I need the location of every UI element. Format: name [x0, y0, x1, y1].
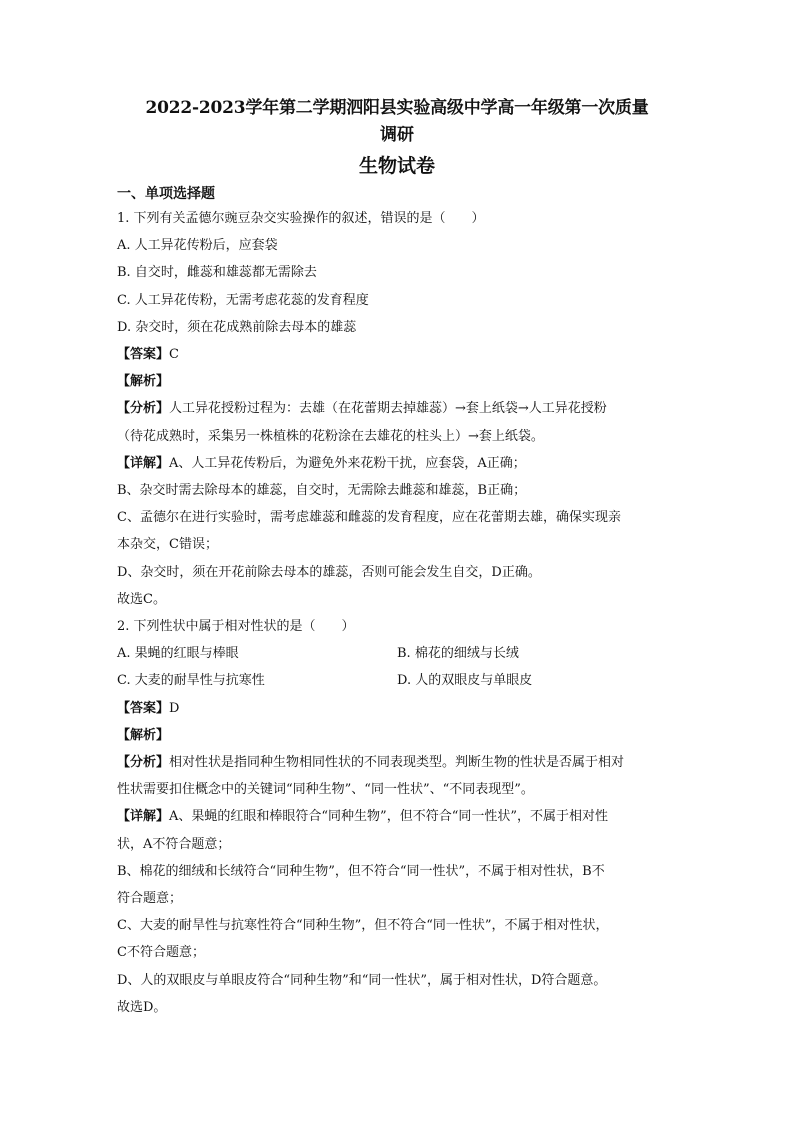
question-1-jiexi-label: 【解析】	[117, 374, 170, 390]
question-1-answer	[117, 341, 677, 368]
question-2-xiangjie-b2: 符合题意；	[117, 891, 183, 907]
question-2-xiangjie-c1: C、大麦的耐旱性与抗寒性符合“同种生物”，但不符合“同一性状”，不属于相对性状，	[117, 918, 609, 934]
fenxi-text-1: 人工异花授粉过程为：去雄（在花蕾期去掉雄蕊）→套上纸袋→人工异花授粉	[169, 401, 607, 417]
question-2-xiangjie-c2: C不符合题意；	[117, 945, 205, 961]
answer-label: 【答案】	[117, 700, 170, 716]
question-1-xiangjie-c1: C、孟德尔在进行实验时，需考虑雄蕊和雌蕊的发育程度，应在花蕾期去雄，确保实现亲	[117, 510, 621, 526]
question-2-option-d: D. 人的双眼皮与单眼皮	[397, 673, 533, 689]
xiangjie-label: 【详解】	[117, 455, 170, 471]
answer-value: C	[169, 347, 179, 363]
question-2-answer	[117, 695, 677, 722]
answer-label: 【答案】	[117, 347, 170, 363]
answer-value: D	[169, 700, 180, 716]
question-1-stem: 1. 下列有关孟德尔豌豆杂交实验操作的叙述，错误的是（ ）	[117, 211, 485, 226]
section-heading: 一、单项选择题	[117, 186, 215, 202]
document-title-line2: 调研	[380, 125, 414, 145]
question-1-xiangjie	[117, 450, 677, 477]
question-1-conclusion: 故选C。	[117, 591, 166, 607]
question-2-xiangjie	[117, 803, 677, 830]
question-2-fenxi	[117, 749, 677, 776]
question-1-option-a: A. 人工异花传粉后，应套袋	[117, 238, 278, 254]
question-2-conclusion: 故选D。	[117, 999, 167, 1015]
fenxi-text-1: 相对性状是指同种生物相同性状的不同表现类型。判断生物的性状是否属于相对	[169, 755, 625, 771]
question-2-fenxi-cont: 性状需要扣住概念中的关键词“同种生物”、“同一性状”、“不同表现型”。	[117, 782, 534, 798]
question-2-option-c: C. 大麦的耐旱性与抗寒性	[117, 673, 265, 689]
question-1-option-d: D. 杂交时，须在花成熟前除去母本的雄蕊	[117, 319, 357, 335]
question-1-fenxi	[117, 395, 677, 422]
fenxi-label: 【分析】	[117, 755, 170, 771]
question-1-fenxi-cont: （待花成熟时，采集另一株植株的花粉涂在去雄花的柱头上）→套上纸袋。	[117, 428, 544, 444]
question-2-options-row-2	[117, 667, 677, 694]
question-2-xiangjie-b1: B、棉花的细绒和长绒符合“同种生物”，但不符合“同一性状”，不属于相对性状，B不	[117, 863, 605, 879]
xiangjie-a1: A、果蝇的红眼和棒眼符合“同种生物”，但不符合“同一性状”，不属于相对性	[169, 809, 608, 825]
question-1	[117, 205, 677, 613]
question-1-xiangjie-c2: 本杂交，C错误；	[117, 537, 218, 553]
question-2-options-row-1	[117, 640, 677, 667]
question-2-option-a: A. 果蝇的红眼与棒眼	[117, 646, 239, 662]
xiangjie-label: 【详解】	[117, 809, 170, 825]
question-1-option-c: C. 人工异花传粉，无需考虑花蕊的发育程度	[117, 292, 369, 308]
document-title-line1: 2022-2023学年第二学期泗阳县实验高级中学高一年级第一次质量	[145, 98, 649, 118]
question-1-xiangjie-d: D、杂交时，须在开花前除去母本的雄蕊，否则可能会发生自交，D正确。	[117, 564, 541, 580]
question-1-xiangjie-b: B、杂交时需去除母本的雄蕊，自交时，无需除去雌蕊和雄蕊，B正确；	[117, 483, 527, 499]
fenxi-label: 【分析】	[117, 401, 170, 417]
question-2-jiexi-label: 【解析】	[117, 727, 170, 743]
question-2-stem: 2. 下列性状中属于相对性状的是（ ）	[117, 619, 355, 635]
document-page	[117, 95, 677, 1021]
question-1-option-b: B. 自交时，雌蕊和雄蕊都无需除去	[117, 265, 317, 281]
question-2-xiangjie-a2: 状，A不符合题意；	[117, 836, 231, 852]
xiangjie-a: A、人工异花传粉后，为避免外来花粉干扰，应套袋，A正确；	[169, 455, 526, 471]
question-2-option-b: B. 棉花的细绒与长绒	[397, 646, 519, 662]
subject-title: 生物试卷	[358, 155, 435, 177]
question-2	[117, 613, 677, 1021]
question-2-xiangjie-d: D、人的双眼皮与单眼皮符合“同种生物”和“同一性状”，属于相对性状，D符合题意。	[117, 972, 607, 988]
